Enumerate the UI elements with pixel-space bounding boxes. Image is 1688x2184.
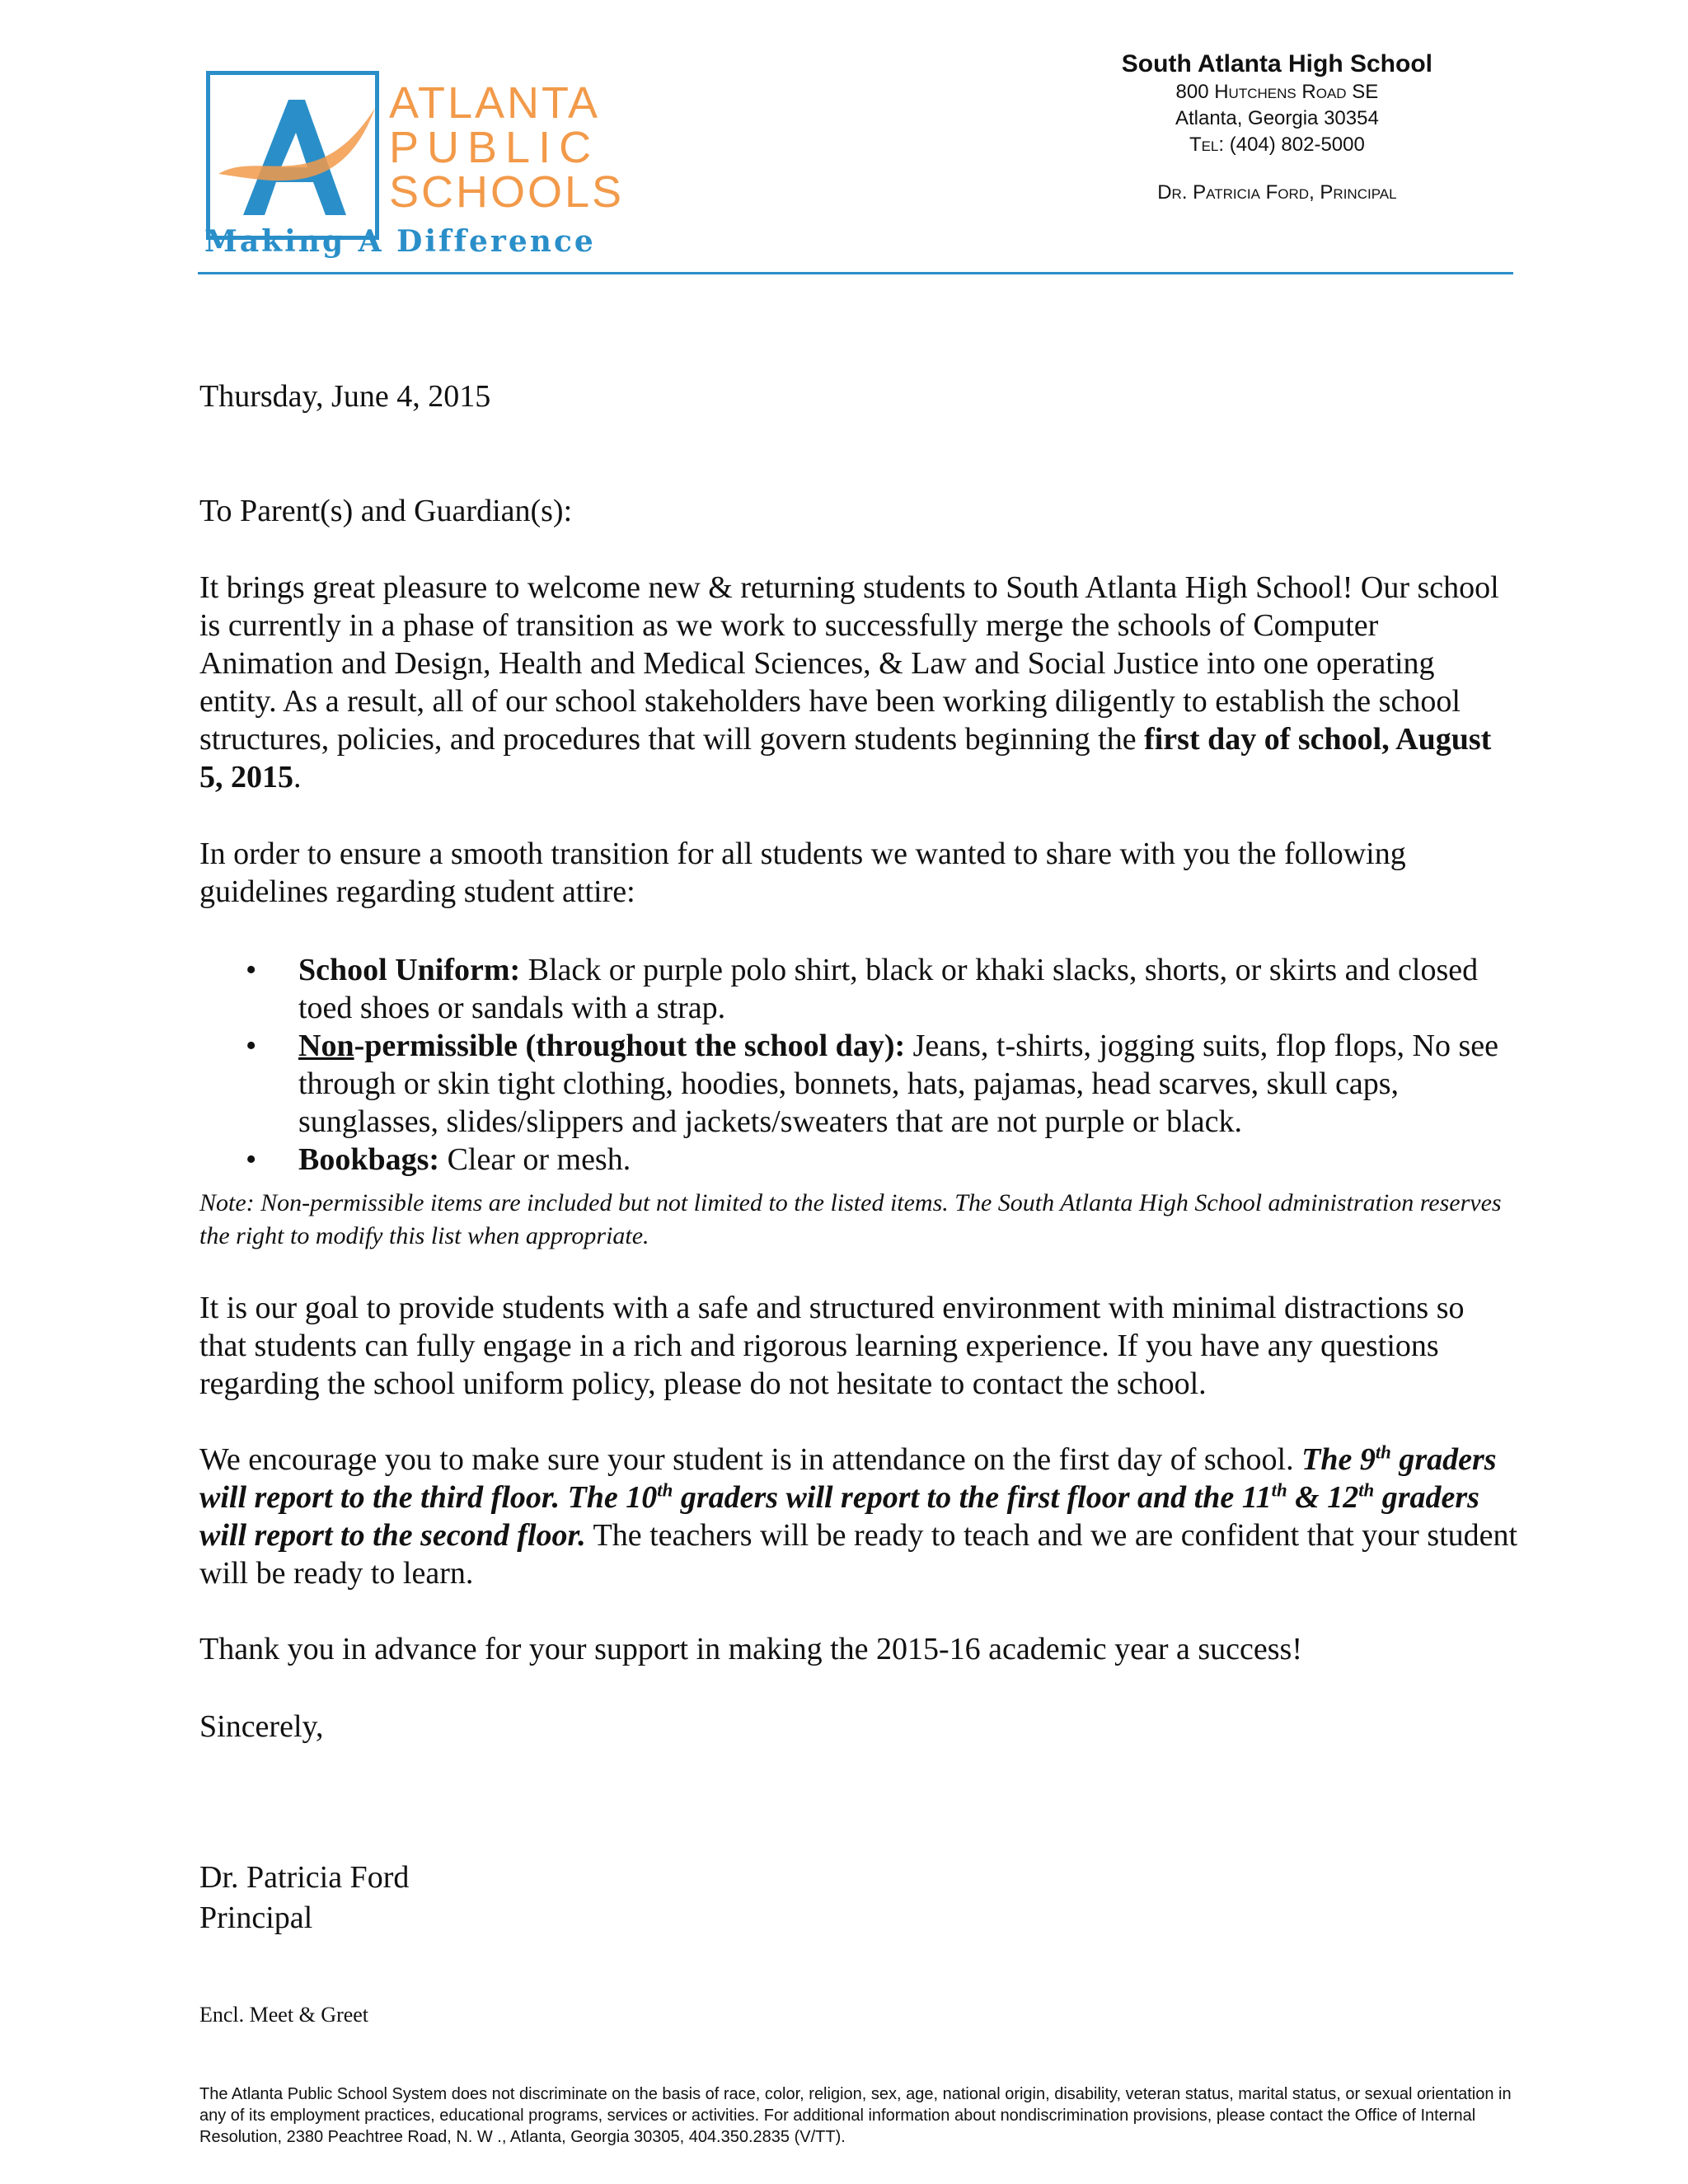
paragraph-welcome-end: . (293, 760, 302, 794)
logo-word-atlanta: ATLANTA (389, 78, 601, 128)
list-item-label: -permissible (throughout the school day): (354, 1029, 906, 1063)
school-address-street: 800 Hutchens Road SE (1175, 81, 1379, 103)
floor-text-5: graders will report to the second floor. (199, 1480, 1479, 1553)
attire-note: Note: Non-permissible items are included but not limited to the listed items. The South Atlanta High School administration reserves the right to modify this list when appropriate. (199, 1189, 1502, 1249)
letter-date: Thursday, June 4, 2015 (199, 379, 491, 414)
header-divider (198, 272, 1513, 274)
nondiscrimination-footer: The Atlanta Public School System does not discriminate on the basis of race, color, religion, sex, age, national origin, disability, veteran status, marital status, or sexual orientation in any of its employment practices, educational programs, services or activities. For additional information about nondiscrimination provisions, please contact the Office of Internal Resolution, 2380 Peachtree Road, N. W ., Atlanta, Georgia 30305, 404.350.2835 (V/TT). (199, 2085, 1512, 2146)
paragraph-first-day (199, 1441, 1518, 1592)
logo-word-public: PUBLIC (389, 123, 600, 172)
school-name: South Atlanta High School (1121, 50, 1432, 77)
paragraph-guidelines: In order to ensure a smooth transition for all students we wanted to share with you the following guidelines regarding student attire: (199, 837, 1406, 909)
school-principal: Dr. Patricia Ford, Principal (1157, 181, 1397, 204)
attire-list (239, 951, 1508, 1179)
ordinal-sup: th (1358, 1479, 1375, 1501)
ordinal-sup: th (657, 1479, 673, 1501)
list-item (239, 1141, 1508, 1179)
paragraph-goal: It is our goal to provide students with a safe and structured environment with minimal distractions so that students can fully engage in a rich and rigorous learning experience. If you have any questions regarding the school uniform policy, please do not hesitate to contact the school. (199, 1291, 1465, 1401)
list-item-text: Jeans, t-shirts, jogging suits, flop flops, No see through or skin tight clothing, hoodies, bonnets, hats, pajamas, head scarves, skull caps, sunglasses, slides/slippers and jackets/sweaters that are not purple or black. (298, 1029, 1498, 1139)
letter-closing: Sincerely, (199, 1709, 324, 1744)
list-item-label-underlined: Non (298, 1029, 354, 1063)
floor-text-4: & 12 (1287, 1480, 1359, 1515)
ordinal-sup: th (1375, 1441, 1391, 1463)
bullet-icon: • (246, 1029, 257, 1063)
enclosure-note: Encl. Meet & Greet (199, 2003, 369, 2027)
paragraph-welcome (199, 569, 1518, 796)
first-day-intro: We encourage you to make sure your student is in attendance on the first day of school. (199, 1442, 1302, 1477)
list-item (239, 1027, 1508, 1141)
ordinal-sup: th (1271, 1479, 1287, 1501)
logo-tagline: Making A Difference (204, 224, 596, 259)
paragraph-welcome-text: It brings great pleasure to welcome new & returning students to South Atlanta High School! Our school is currently in a phase of transition as we work to successfully merge the schools of Computer Animation and Design, Health and Medical Sciences, & Law and Social Justice into one operating entity. As a result, all of our school stakeholders have been working diligently to establish the school structures, policies, and procedures that will govern students beginning the (199, 570, 1499, 757)
list-item-label: Bookbags: (298, 1142, 440, 1177)
school-address-city: Atlanta, Georgia 30354 (1175, 107, 1379, 129)
signature-name: Dr. Patricia Ford (199, 1860, 410, 1895)
letter-salutation: To Parent(s) and Guardian(s): (199, 494, 573, 528)
list-item-text: Black or purple polo shirt, black or khaki slacks, shorts, or skirts and closed toed shoes or sandals with a strap. (298, 953, 1479, 1025)
aps-logo (198, 59, 626, 265)
list-item (239, 951, 1508, 1027)
bullet-icon: • (246, 953, 257, 987)
first-day-end: The teachers will be ready to teach and we are confident that your student will be ready to learn. (199, 1518, 1518, 1591)
bullet-icon: • (246, 1142, 257, 1177)
floor-text-3: graders will report to the first floor and the 11 (673, 1480, 1272, 1515)
floor-text-2: graders will report to the third floor. The 10 (199, 1442, 1497, 1515)
logo-word-schools: SCHOOLS (389, 167, 625, 217)
list-item-label: School Uniform: (298, 953, 521, 987)
signature-title: Principal (199, 1900, 313, 1935)
school-phone: Tel: (404) 802-5000 (1189, 134, 1365, 156)
school-info (1122, 49, 1432, 204)
list-item-text: Clear or mesh. (439, 1142, 631, 1177)
floor-text-1: The 9 (1301, 1442, 1376, 1477)
logo-emblem-icon (206, 71, 379, 240)
first-day-date: first day of school, August 5, 2015 (199, 722, 1492, 794)
paragraph-thanks: Thank you in advance for your support in making the 2015-16 academic year a success! (199, 1632, 1302, 1666)
